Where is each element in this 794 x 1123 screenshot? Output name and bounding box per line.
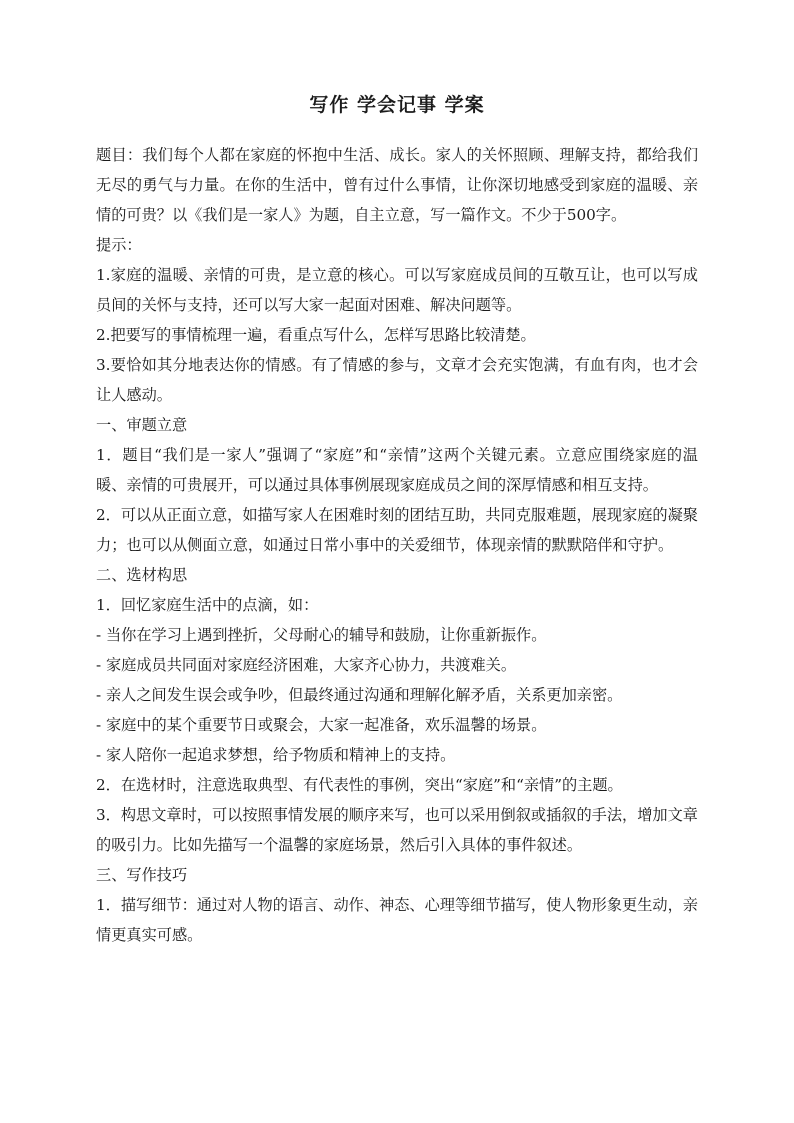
example-bullet: - 亲人之间发生误会或争吵，但最终通过沟通和理解化解矛盾，关系更加亲密。 bbox=[96, 686, 623, 704]
example-bullet: - 家庭成员共同面对家庭经济困难，大家齐心协力，共渡难关。 bbox=[96, 656, 517, 674]
hint-heading: 提示： bbox=[96, 236, 142, 254]
section-heading-1: 一、审题立意 bbox=[96, 416, 188, 434]
hint-item-1: 1.家庭的温暖、亲情的可贵，是立意的核心。可以写家庭成员间的互敬互让，也可以写成员间的关怀与支持，还可以写大家一起面对困难、解决问题等。 bbox=[96, 266, 698, 314]
example-bullet: - 家庭中的某个重要节日或聚会，大家一起准备，欢乐温馨的场景。 bbox=[96, 716, 547, 734]
example-bullet: - 家人陪你一起追求梦想，给予物质和精神上的支持。 bbox=[96, 746, 456, 764]
section-2-item-3: 3．构思文章时，可以按照事情发展的顺序来写，也可以采用倒叙或插叙的手法，增加文章的吸引力。比如先描写一个温馨的家庭场景，然后引入具体的事件叙述。 bbox=[96, 806, 698, 854]
section-heading-2: 二、选材构思 bbox=[96, 566, 188, 584]
section-1-item-2: 2．可以从正面立意，如描写家人在困难时刻的团结互助，共同克服难题，展现家庭的凝聚力；也可以从侧面立意，如通过日常小事中的关爱细节，体现亲情的默默陪伴和守护。 bbox=[96, 506, 698, 554]
section-1-item-1: 1．题目“我们是一家人”强调了“家庭”和“亲情”这两个关键元素。立意应围绕家庭的温暖、亲情的可贵展开，可以通过具体事例展现家庭成员之间的深厚情感和相互支持。 bbox=[96, 446, 698, 494]
example-bullet: - 当你在学习上遇到挫折，父母耐心的辅导和鼓励，让你重新振作。 bbox=[96, 626, 547, 644]
section-3-item-1: 1．描写细节：通过对人物的语言、动作、神态、心理等细节描写，使人物形象更生动，亲情更真实可感。 bbox=[96, 896, 698, 944]
document-title: 写作 学会记事 学案 bbox=[309, 94, 485, 116]
document-body bbox=[96, 140, 698, 950]
section-heading-3: 三、写作技巧 bbox=[96, 866, 188, 884]
section-2-item-2: 2．在选材时，注意选取典型、有代表性的事例，突出“家庭”和“亲情”的主题。 bbox=[96, 776, 623, 794]
hint-item-3: 3.要恰如其分地表达你的情感。有了情感的参与，文章才会充实饱满，有血有肉，也才会让人感动。 bbox=[96, 356, 698, 404]
hint-item-2: 2.把要写的事情梳理一遍，看重点写什么，怎样写思路比较清楚。 bbox=[96, 326, 536, 344]
prompt-paragraph: 题目：我们每个人都在家庭的怀抱中生活、成长。家人的关怀照顾、理解支持，都给我们无尽的勇气与力量。在你的生活中，曾有过什么事情，让你深切地感受到家庭的温暖、亲情的可贵？以《我们是一家人》为题，自主立意，写一篇作文。不少于500字。 bbox=[96, 146, 698, 224]
section-2-item-1: 1．回忆家庭生活中的点滴，如： bbox=[96, 596, 319, 614]
